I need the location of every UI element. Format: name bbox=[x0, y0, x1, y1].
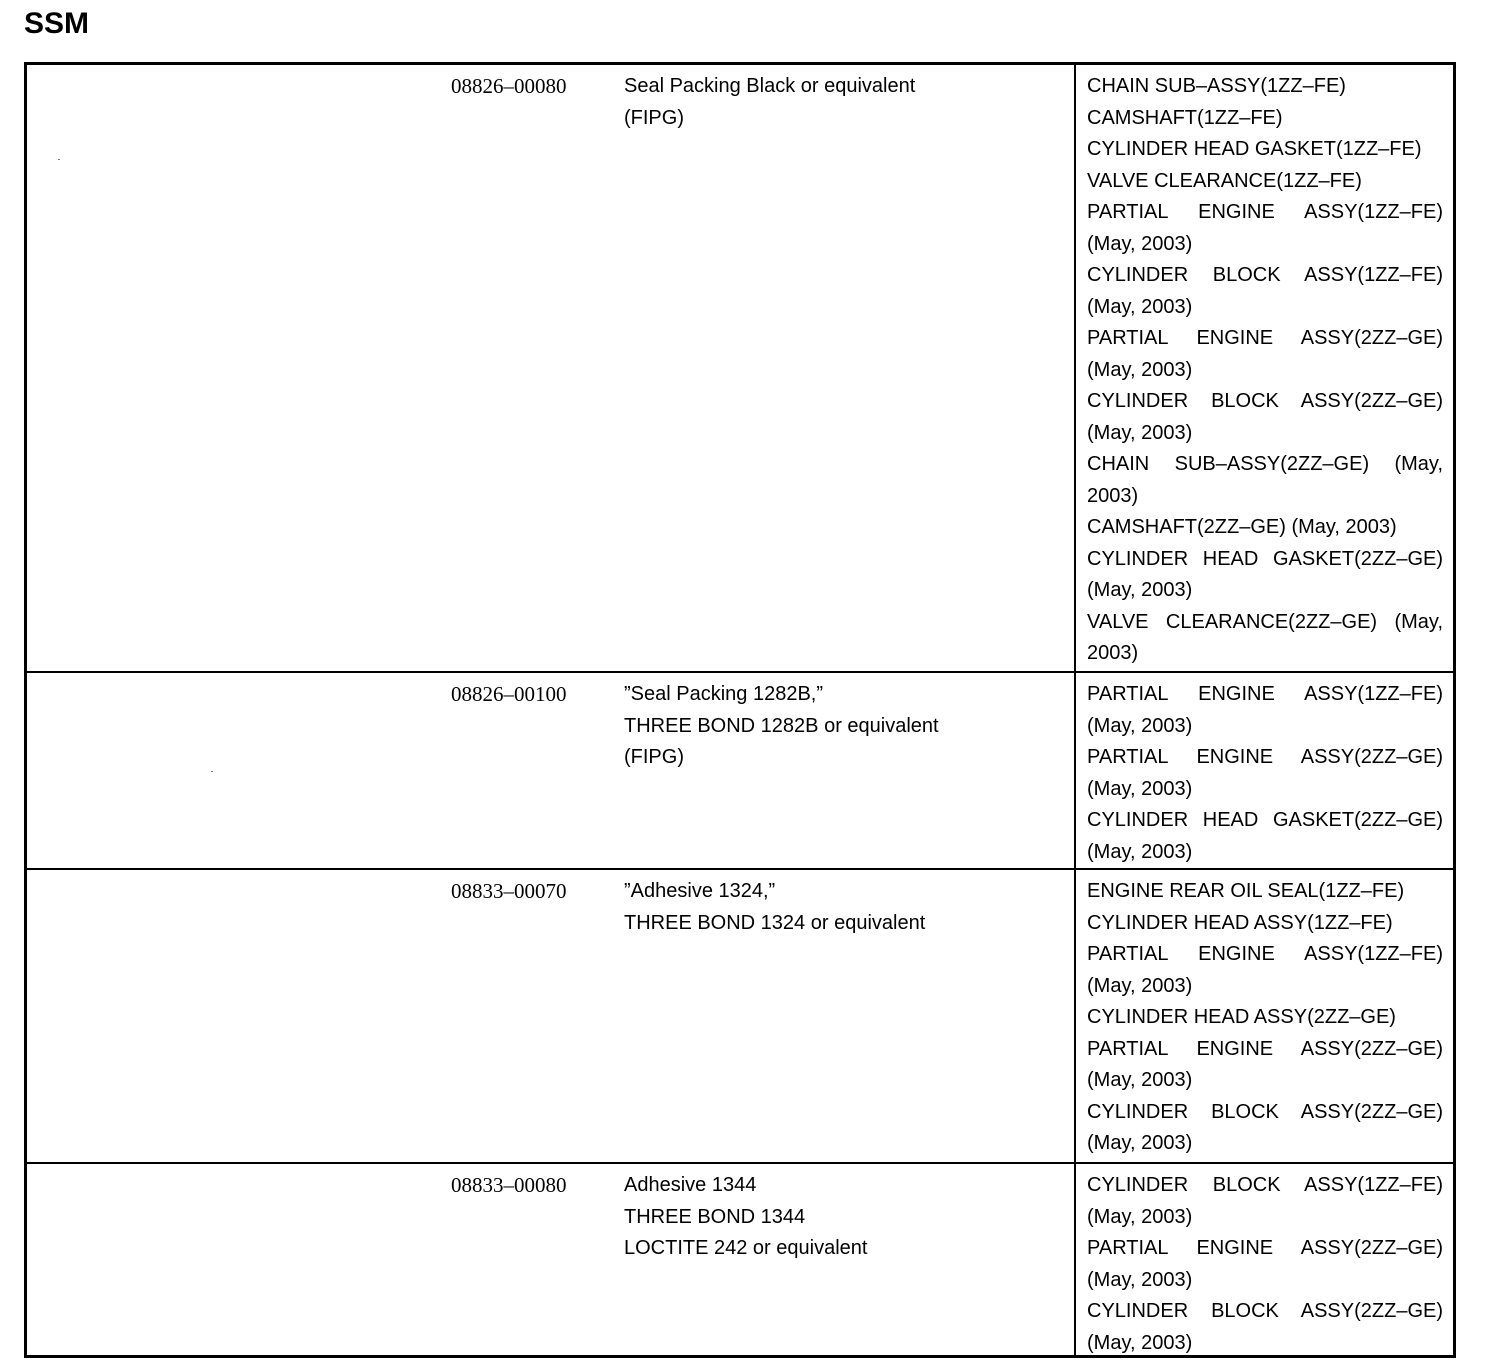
description-line: ”Seal Packing 1282B,” bbox=[624, 683, 824, 705]
usage-item-cont: (May, 2003) bbox=[1087, 1132, 1193, 1154]
usage-item-cont: (May, 2003) bbox=[1087, 579, 1193, 601]
usage-entry bbox=[1087, 1170, 1443, 1233]
usage-item: CHAIN SUB–ASSY(1ZZ–FE) bbox=[1087, 75, 1346, 97]
usage-entry bbox=[1087, 1296, 1443, 1359]
usage-item: CYLINDER BLOCK ASSY(2ZZ–GE) bbox=[1087, 1100, 1443, 1123]
usage-item: PARTIAL ENGINE ASSY(2ZZ–GE) bbox=[1087, 746, 1443, 768]
usage-entry bbox=[1087, 679, 1443, 742]
part-number: 08826–00080 bbox=[451, 74, 567, 98]
usage-entry bbox=[1087, 260, 1443, 323]
usage-item-cont: 2003) bbox=[1087, 484, 1139, 507]
table-row bbox=[27, 1164, 1453, 1355]
usage-item-cont: (May, 2003) bbox=[1087, 1268, 1193, 1291]
usage-item: CYLINDER HEAD GASKET(2ZZ–GE) bbox=[1087, 809, 1443, 831]
usage-item-cont: (May, 2003) bbox=[1087, 421, 1193, 444]
usage-item: ENGINE REAR OIL SEAL(1ZZ–FE) bbox=[1087, 880, 1405, 902]
usage-entry bbox=[1087, 1233, 1443, 1296]
usage-entry bbox=[1087, 1097, 1443, 1160]
part-description bbox=[624, 1170, 1064, 1265]
ssm-table bbox=[24, 62, 1456, 1358]
usage-cell bbox=[1074, 870, 1453, 1162]
usage-item: PARTIAL ENGINE ASSY(1ZZ–FE) bbox=[1087, 201, 1443, 223]
usage-item: PARTIAL ENGINE ASSY(2ZZ–GE) bbox=[1087, 327, 1443, 349]
description-line: ”Adhesive 1324,” bbox=[624, 880, 776, 902]
usage-item: VALVE CLEARANCE(2ZZ–GE) (May, bbox=[1087, 610, 1443, 633]
part-description bbox=[624, 679, 1064, 774]
usage-item: VALVE CLEARANCE(1ZZ–FE) bbox=[1087, 169, 1362, 192]
image-speck bbox=[211, 771, 213, 772]
usage-item-cont: (May, 2003) bbox=[1087, 777, 1193, 800]
page-title: SSM bbox=[24, 7, 90, 40]
description-line: LOCTITE 242 or equivalent bbox=[624, 1237, 868, 1259]
description-line: (FIPG) bbox=[624, 746, 684, 768]
usage-entry bbox=[1087, 323, 1443, 386]
usage-item: CYLINDER BLOCK ASSY(2ZZ–GE) bbox=[1087, 1300, 1443, 1322]
usage-cell bbox=[1074, 673, 1453, 868]
usage-item-cont: (May, 2003) bbox=[1087, 1069, 1193, 1091]
usage-entry bbox=[1087, 1034, 1443, 1097]
part-description bbox=[624, 71, 1064, 134]
usage-item: PARTIAL ENGINE ASSY(1ZZ–FE) bbox=[1087, 943, 1443, 965]
usage-item: CYLINDER HEAD GASKET(2ZZ–GE) bbox=[1087, 547, 1443, 570]
usage-item: PARTIAL ENGINE ASSY(2ZZ–GE) bbox=[1087, 1037, 1443, 1060]
usage-entry bbox=[1087, 939, 1443, 1002]
usage-item-cont: (May, 2003) bbox=[1087, 358, 1193, 381]
usage-item: PARTIAL ENGINE ASSY(2ZZ–GE) bbox=[1087, 1237, 1443, 1259]
usage-item: CYLINDER BLOCK ASSY(2ZZ–GE) bbox=[1087, 390, 1443, 412]
usage-entry bbox=[1087, 386, 1443, 449]
part-number: 08833–00080 bbox=[451, 1173, 567, 1197]
usage-item-cont: 2003) bbox=[1087, 642, 1139, 664]
description-line: THREE BOND 1344 bbox=[624, 1205, 806, 1228]
usage-item-cont: (May, 2003) bbox=[1087, 840, 1193, 863]
usage-cell bbox=[1074, 1164, 1453, 1355]
usage-item: CAMSHAFT(2ZZ–GE) (May, 2003) bbox=[1087, 516, 1397, 538]
usage-item: CYLINDER HEAD ASSY(2ZZ–GE) bbox=[1087, 1006, 1396, 1028]
description-line: Adhesive 1344 bbox=[624, 1174, 757, 1196]
usage-cell bbox=[1074, 65, 1453, 671]
description-line: Seal Packing Black or equivalent bbox=[624, 75, 916, 97]
table-row bbox=[27, 870, 1453, 1164]
description-line: (FIPG) bbox=[624, 106, 684, 129]
usage-entry bbox=[1087, 742, 1443, 805]
usage-item-cont: (May, 2003) bbox=[1087, 232, 1193, 255]
part-number: 08833–00070 bbox=[451, 879, 567, 903]
usage-item: CYLINDER BLOCK ASSY(1ZZ–FE) bbox=[1087, 264, 1443, 286]
usage-item-cont: (May, 2003) bbox=[1087, 714, 1193, 737]
usage-entry bbox=[1087, 449, 1443, 512]
usage-entry bbox=[1087, 197, 1443, 260]
description-line: THREE BOND 1324 or equivalent bbox=[624, 911, 926, 934]
usage-item-cont: (May, 2003) bbox=[1087, 295, 1193, 318]
usage-item-cont: (May, 2003) bbox=[1087, 1331, 1193, 1354]
usage-item: CYLINDER BLOCK ASSY(1ZZ–FE) bbox=[1087, 1174, 1443, 1196]
table-row bbox=[27, 673, 1453, 870]
table-row bbox=[27, 65, 1453, 673]
part-number: 08826–00100 bbox=[451, 682, 567, 706]
image-speck bbox=[58, 159, 60, 160]
description-line: THREE BOND 1282B or equivalent bbox=[624, 714, 939, 737]
usage-item: CYLINDER HEAD GASKET(1ZZ–FE) bbox=[1087, 138, 1422, 160]
usage-item: PARTIAL ENGINE ASSY(1ZZ–FE) bbox=[1087, 683, 1443, 705]
usage-entry bbox=[1087, 607, 1443, 670]
usage-item: CHAIN SUB–ASSY(2ZZ–GE) (May, bbox=[1087, 453, 1443, 475]
usage-entry bbox=[1087, 544, 1443, 607]
usage-item: CYLINDER HEAD ASSY(1ZZ–FE) bbox=[1087, 911, 1393, 934]
usage-entry bbox=[1087, 805, 1443, 868]
usage-item: CAMSHAFT(1ZZ–FE) bbox=[1087, 106, 1283, 129]
part-description bbox=[624, 876, 1064, 939]
usage-item-cont: (May, 2003) bbox=[1087, 974, 1193, 997]
usage-item-cont: (May, 2003) bbox=[1087, 1205, 1193, 1228]
